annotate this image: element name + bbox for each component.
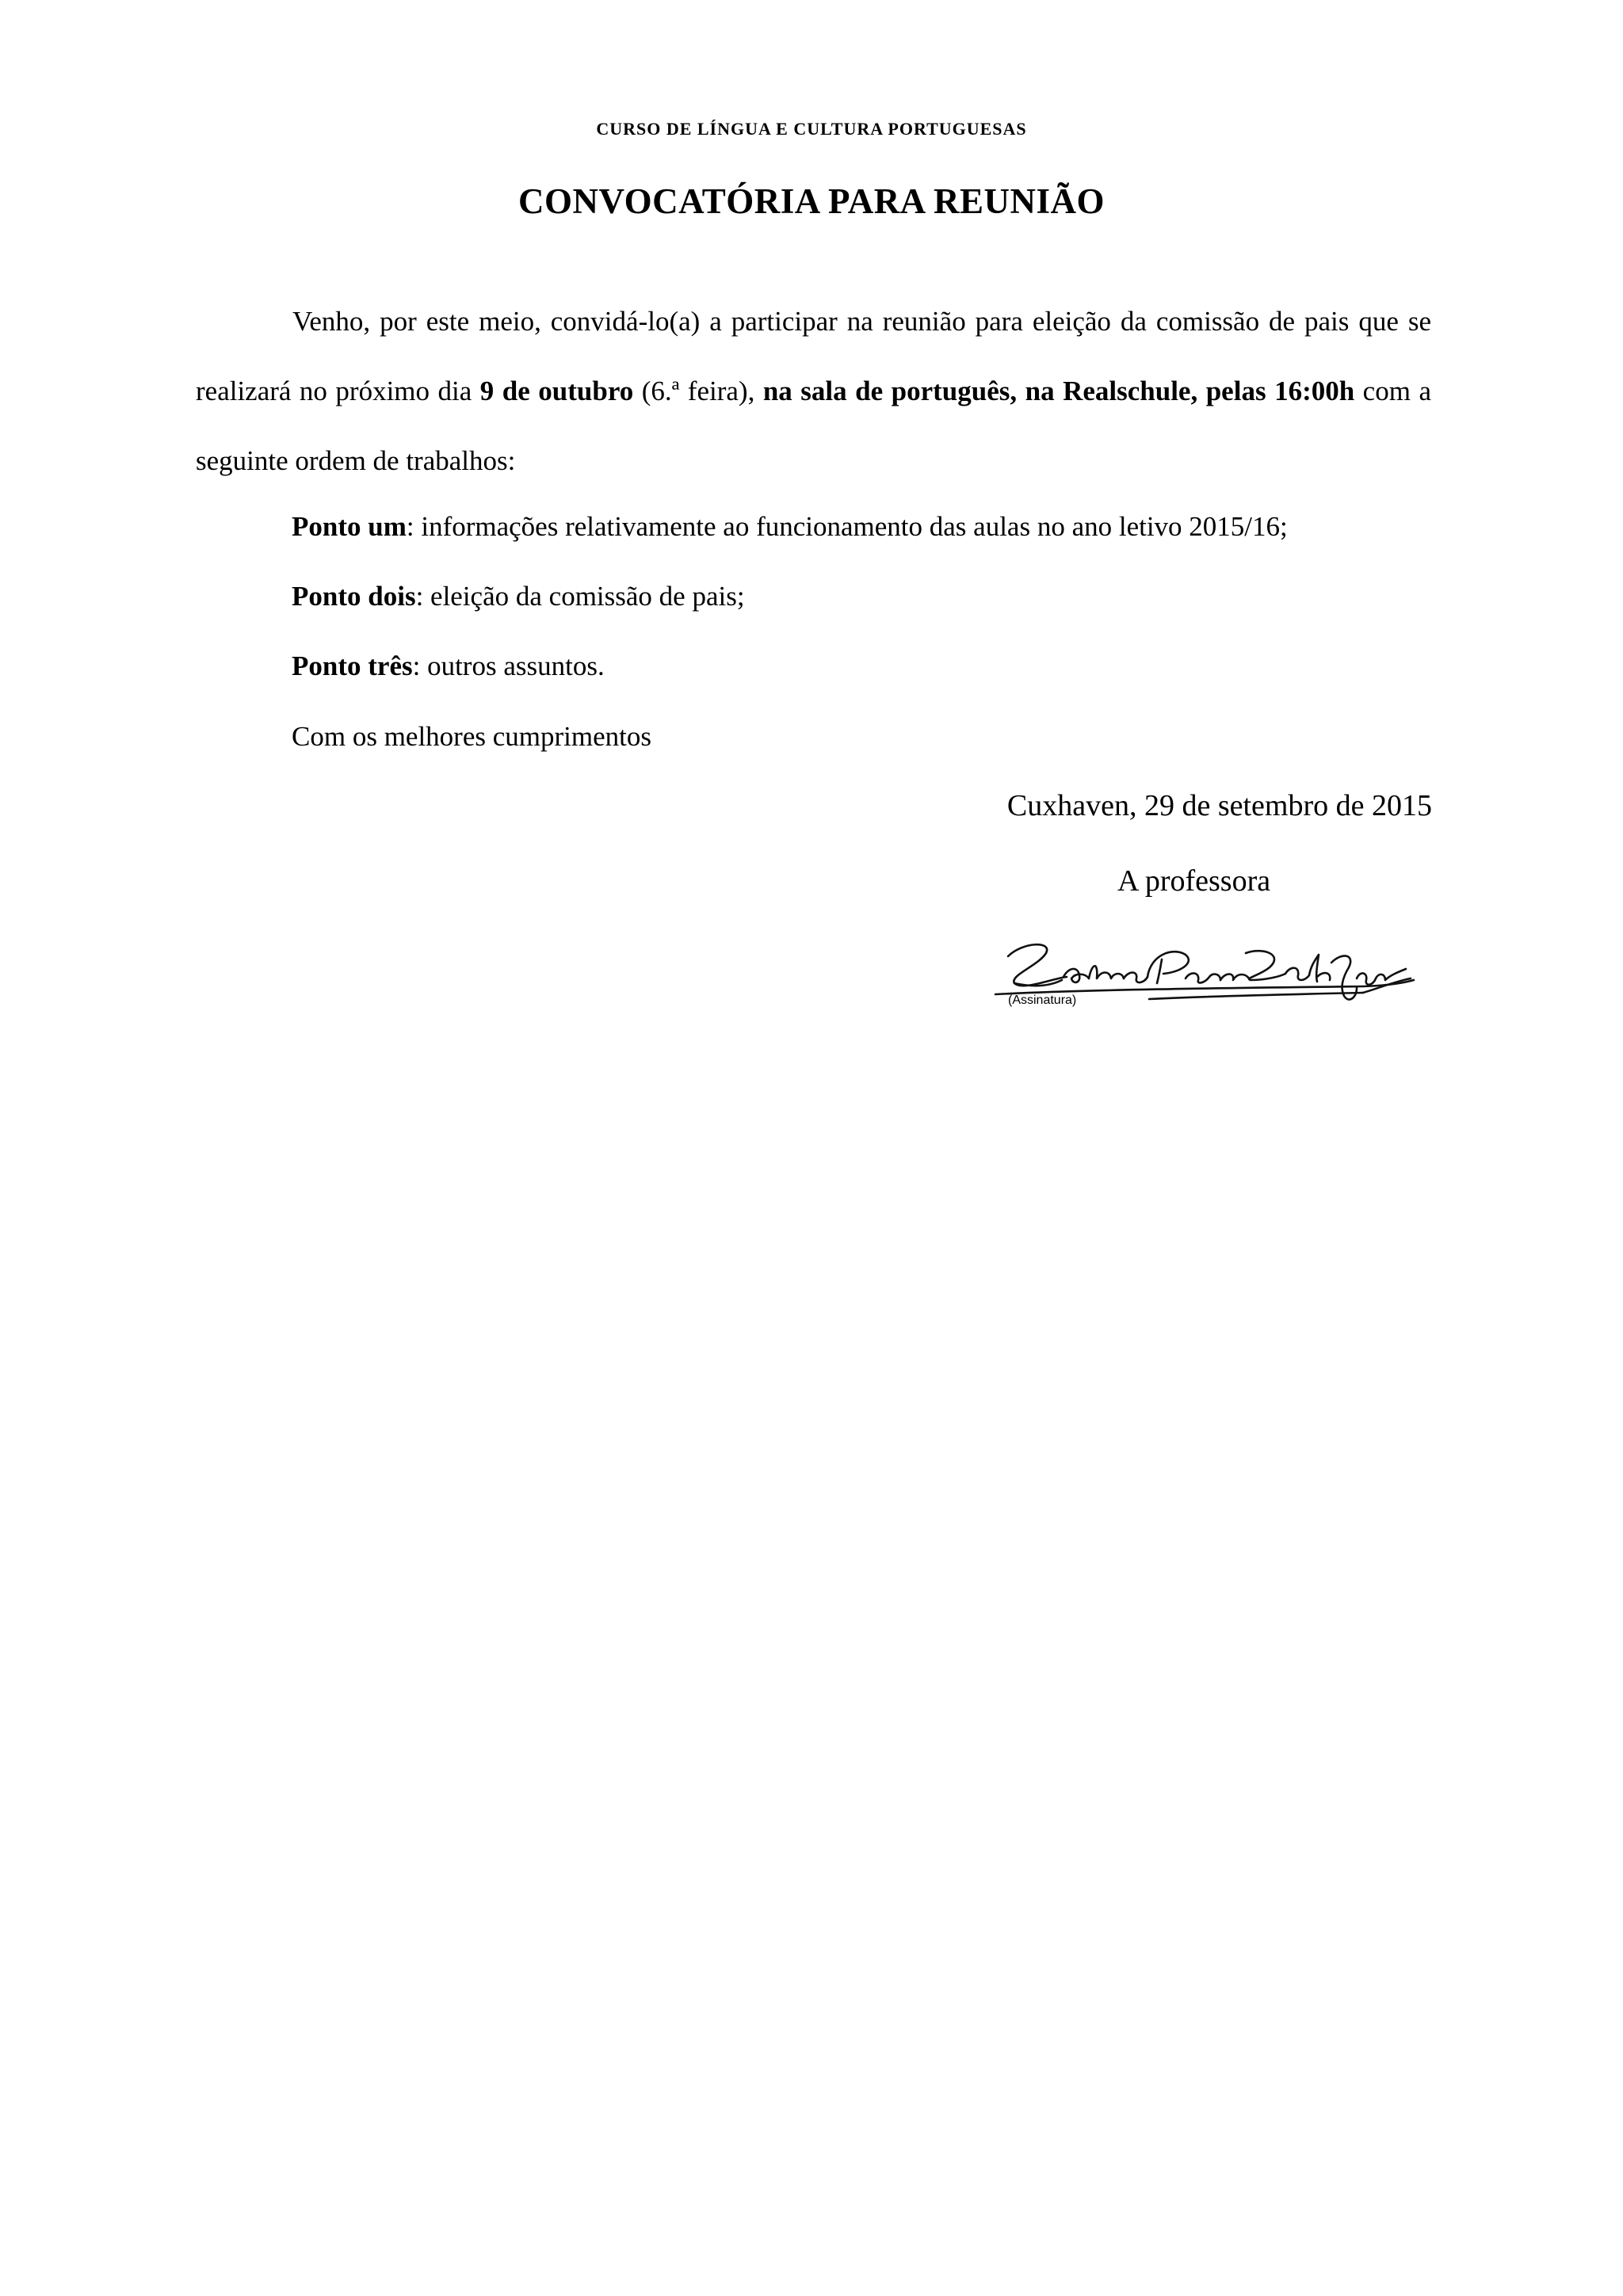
document-title: CONVOCATÓRIA PARA REUNIÃO	[518, 181, 1105, 221]
place-date: Cuxhaven, 29 de setembro de 2015	[1006, 789, 1432, 822]
agenda-item-label: Ponto um	[292, 511, 407, 542]
agenda-item-label: Ponto dois	[292, 581, 416, 612]
meeting-date: 9 de outubro	[479, 376, 634, 406]
signer-role: A professora	[1117, 864, 1271, 898]
agenda-item-label: Ponto três	[292, 650, 413, 681]
agenda-item-text: : outros assuntos.	[412, 650, 605, 681]
agenda-item	[292, 511, 1288, 543]
signature-caption: (Assinatura)	[1008, 994, 1077, 1007]
agenda-item	[292, 581, 745, 612]
intro-text-2: (6.ª feira),	[633, 376, 763, 406]
agenda-item	[292, 650, 605, 682]
meeting-location-time: na sala de português, na Realschule, pelas 16:00h	[762, 376, 1355, 406]
agenda-item-text: : eleição da comissão de pais;	[415, 581, 745, 612]
course-header: CURSO DE LÍNGUA E CULTURA PORTUGUESAS	[596, 119, 1027, 139]
agenda-item-text: : informações relativamente ao funcionamento das aulas no ano letivo 2015/16;	[406, 511, 1288, 542]
closing-line: Com os melhores cumprimentos	[292, 721, 651, 752]
intro-paragraph	[196, 287, 1431, 496]
intro-text-1: Venho, por este meio, convidá-lo(a) a participar na reunião para eleição da comissão de pais que se realizará no próximo dia	[196, 306, 1431, 406]
intro-text-3: com a seguinte ordem de trabalhos:	[196, 376, 1431, 476]
